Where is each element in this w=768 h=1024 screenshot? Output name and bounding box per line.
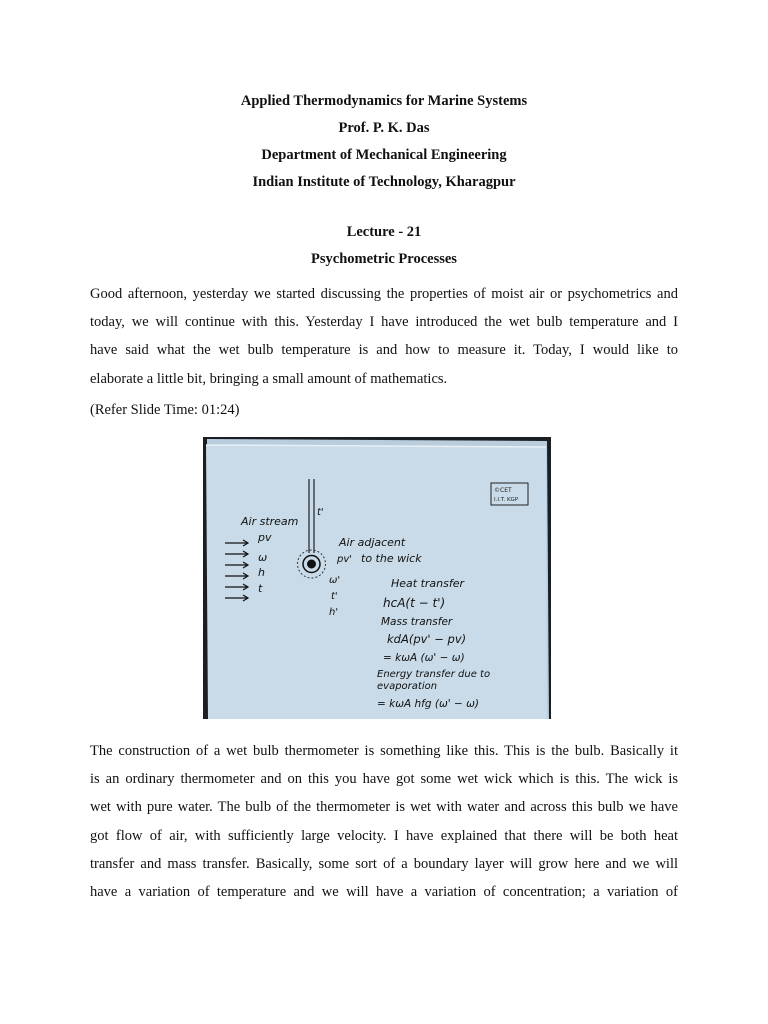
stream-enthalpy: h [258,566,265,579]
energy-transfer-equation: = kωA hfg (ω' − ω) [377,698,480,710]
thermometer-bulb [307,560,316,569]
to-the-wick-label: to the wick [361,552,422,565]
lecture-title: Psychometric Processes [311,251,457,267]
intro-line: Good afternoon, yesterday we started discussing the properties of moist air or psychometrics and [90,286,678,302]
heat-transfer-label: Heat transfer [391,577,465,590]
lecture-slide-image [203,437,551,719]
body-line: is an ordinary thermometer and on this you have got some wet wick which is this. The wick is [90,771,678,788]
intro-paragraph [90,280,678,393]
body-line: got flow of air, with sufficiently large velocity. I have explained that there will be both heat [90,827,678,844]
stream-vapour-pressure: pv [258,531,272,544]
adjacent-enthalpy: h' [329,607,339,618]
course-title: Applied Thermodynamics for Marine Systems [240,93,528,109]
department-name: Department of Mechanical Engineering [261,147,507,163]
slide-drawing [203,437,551,719]
professor-name: Prof. P. K. Das [338,120,430,136]
evaporation-label: evaporation [377,681,438,692]
intro-line: elaborate a little bit, bringing a small amount of mathematics. [90,370,448,387]
thermometer-top-label: t' [317,507,324,518]
air-stream-label: Air stream [241,515,299,528]
intro-line: today, we will continue with this. Yesterday I have introduced the wet bulb temperature and I [90,314,678,331]
air-adjacent-label: Air adjacent [339,536,406,549]
adjacent-temperature: t' [331,591,338,602]
refer-slide-time: (Refer Slide Time: 01:24) [90,402,240,418]
stream-humidity: ω [258,551,268,564]
body-line: transfer and mass transfer. Basically, some sort of a boundary layer will grow here and we will [90,855,678,872]
body-line: The construction of a wet bulb thermometer is something like this. This is the bulb. Basically it [90,743,678,759]
energy-transfer-label: Energy transfer due to [377,669,491,680]
mass-transfer-equation-1: kdA(pv' − pv) [387,632,467,646]
adjacent-vapour-pressure: pv' [337,554,353,565]
institute-name: Indian Institute of Technology, Kharagpur [252,174,516,190]
body-paragraph [90,737,678,906]
body-line: have a variation of temperature and we will have a variation of concentration; a variation of [90,884,678,901]
body-line: wet with pure water. The bulb of the thermometer is wet with water and across this bulb we have [90,799,678,816]
cet-logo-line2: I.I.T. KGP [494,497,519,503]
adjacent-humidity: ω' [329,575,341,586]
cet-logo-line1: ©CET [494,487,512,494]
intro-line: have said what the wet bulb temperature is and how to measure it. Today, I would like to [90,342,678,359]
lecture-number: Lecture - 21 [346,224,422,240]
mass-transfer-label: Mass transfer [381,616,453,628]
stream-temperature: t [258,582,263,595]
mass-transfer-equation-2: = kωA (ω' − ω) [383,652,465,664]
heat-transfer-equation: hcA(t − t') [383,596,446,610]
